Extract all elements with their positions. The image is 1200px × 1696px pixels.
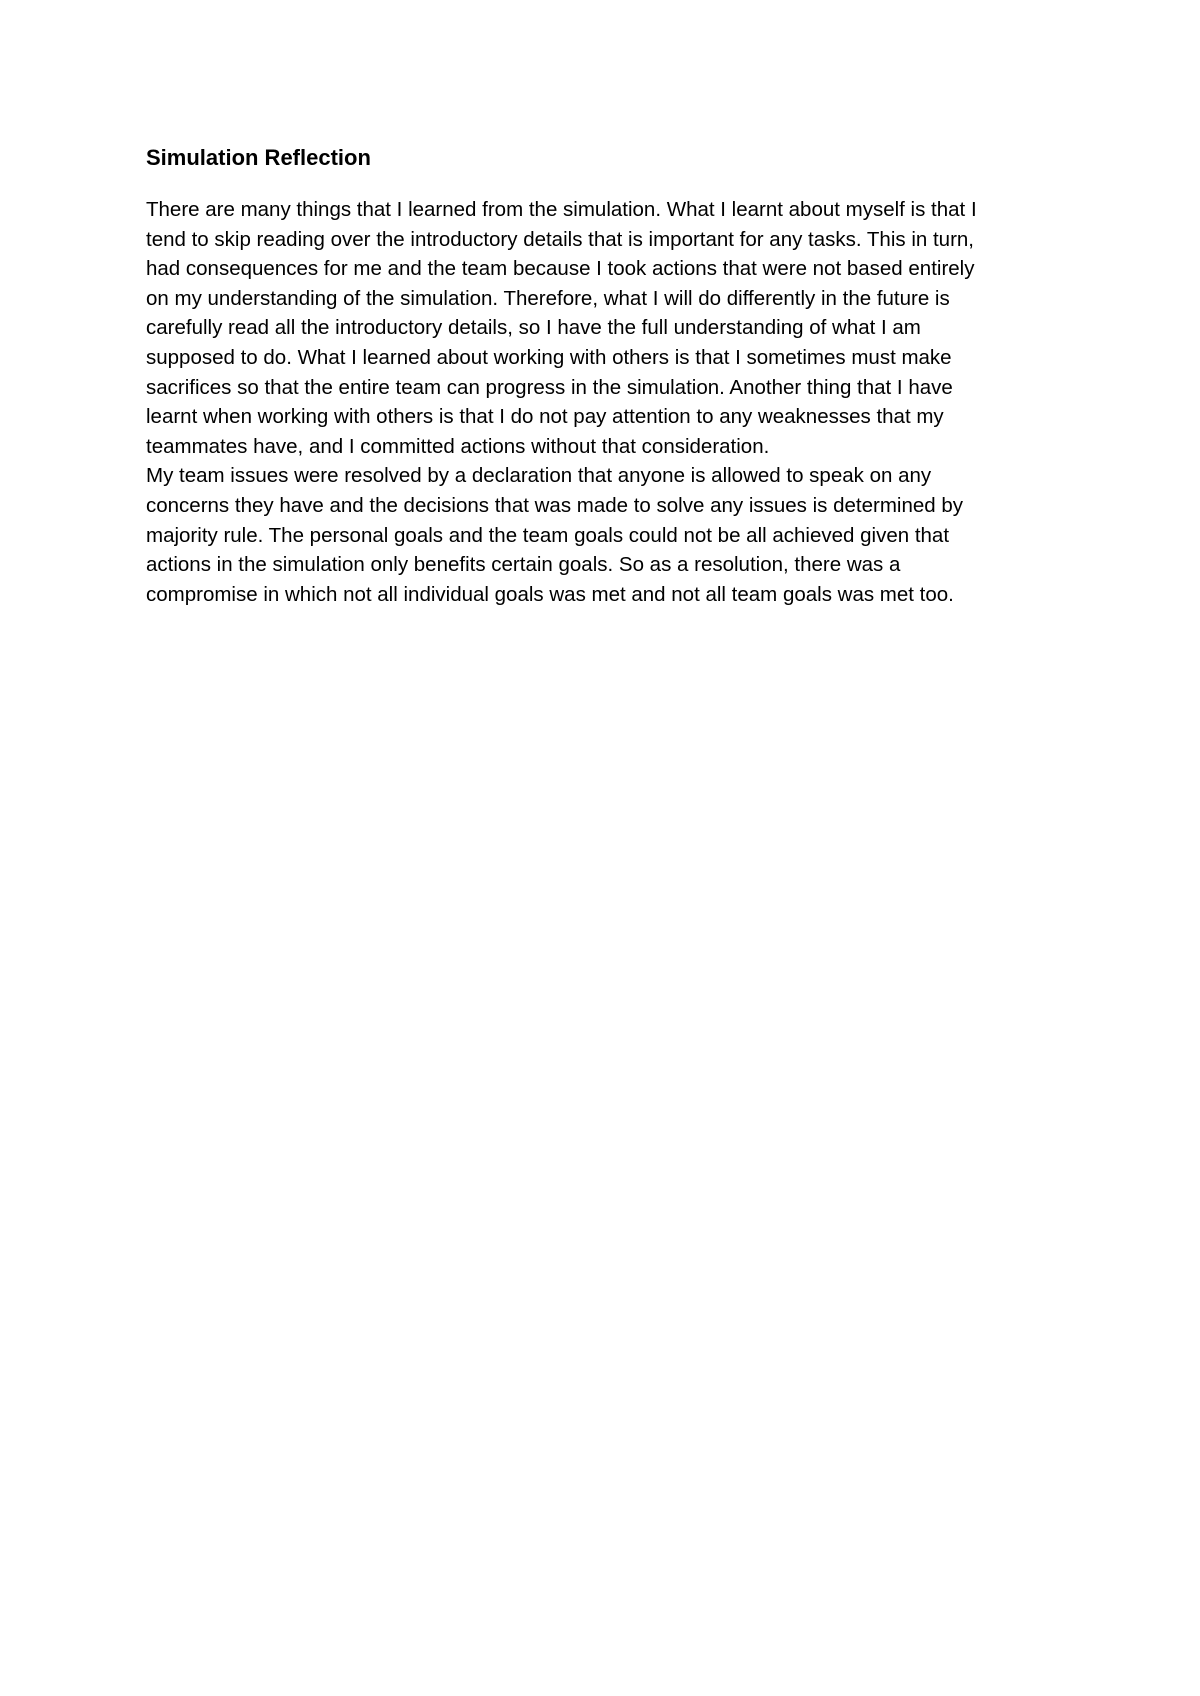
body-line: compromise in which not all individual goals was met and not all team goals was met too.	[146, 582, 954, 606]
body-line: tend to skip reading over the introductory details that is important for any tasks. This in turn,	[146, 227, 975, 251]
body-line: on my understanding of the simulation. Therefore, what I will do differently in the future is	[146, 286, 950, 310]
document-content	[146, 143, 1086, 609]
document-title: Simulation Reflection	[146, 145, 371, 170]
body-line: concerns they have and the decisions that was made to solve any issues is determined by	[146, 493, 964, 517]
body-line: carefully read all the introductory details, so I have the full understanding of what I am	[146, 316, 921, 340]
body-line: supposed to do. What I learned about working with others is that I sometimes must make	[146, 345, 952, 369]
body-line: teammates have, and I committed actions without that consideration.	[146, 434, 770, 458]
body-line: My team issues were resolved by a declaration that anyone is allowed to speak on any	[146, 464, 932, 488]
body-line: had consequences for me and the team because I took actions that were not based entirely	[146, 257, 975, 281]
body-line: actions in the simulation only benefits certain goals. So as a resolution, there was a	[146, 553, 901, 577]
reflection-body	[146, 195, 1086, 609]
body-line: There are many things that I learned from the simulation. What I learnt about myself is that I	[146, 198, 977, 221]
body-line: learnt when working with others is that I do not pay attention to any weaknesses that my	[146, 405, 944, 429]
body-line: sacrifices so that the entire team can progress in the simulation. Another thing that I have	[146, 375, 953, 399]
body-line: majority rule. The personal goals and the team goals could not be all achieved given that	[146, 523, 950, 547]
